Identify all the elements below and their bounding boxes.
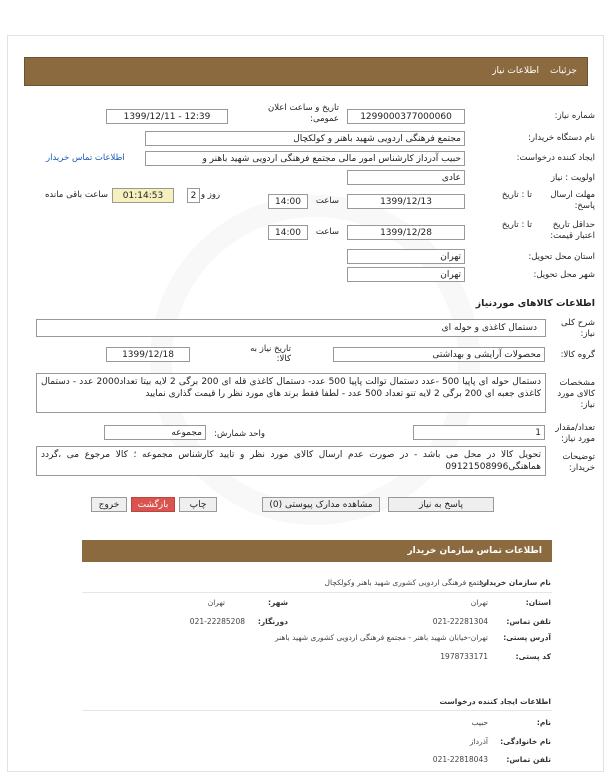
creator-family-label: نام خانوادگی: [500,737,551,746]
creator-field: حبیب آدرداز کارشناس امور مالی مجتمع فرهنگی اردویی شهید باهنر و [145,151,465,166]
creator-phone-label: تلفن تماس: [506,755,551,764]
contact-org-label: نام سازمان خریدار: [479,578,551,587]
deadline-hour-field: 14:00 [268,194,308,209]
qty-field: 1 [413,425,545,440]
validity-hour-label: ساعت [315,227,339,237]
contact-province-label: استان: [525,598,551,607]
notes-field: تحویل کالا در محل می باشد - در صورت عدم ارسال کالای مورد نظر و تایید کارشناس مجموعه ؛ کالا مرجوع می ،گردد هماهنگی09121508996 [36,446,546,476]
creator-phone: 021-22818043 [432,755,488,764]
deadline-label: مهلت ارسال پاسخ: [550,190,595,211]
validity-label: حداقل تاریخ اعتبار قیمت: [550,220,595,241]
remaining-days-label: روز و [201,190,221,200]
need-number-field: 1299000377000060 [347,109,465,124]
contact-phone: 021-22281304 [432,617,488,626]
province-label: استان محل تحویل: [528,252,595,262]
specs-field: دستمال حوله ای پاپیا 500 -عدد دستمال توالت پاپیا 500 عدد- دستمال کاغذی قله ای 200 برگی 2 لایه بیتا تعداد2000 عدد - دستمال کاغذی جعبه ای 200 برگی 2 لایه تنو تعداد 500 عدد - لطفا فقط برند های مورد نظر را قیمت گذاری نمایید [36,373,546,413]
city-label: شهر محل تحویل: [533,270,595,280]
announce-field: 1399/12/11 - 12:39 [106,109,228,124]
contact-city: تهران [207,598,225,607]
contact-phone-label: تلفن تماس: [506,617,551,626]
contact-postal-label: کد پستی: [515,652,551,661]
validity-hour-field: 14:00 [268,225,308,240]
breadcrumb-home[interactable]: جزئیات [550,66,577,76]
specs-label: مشخصات کالای مورد نیاز: [557,378,595,410]
buyer-org-field: مجتمع فرهنگی اردویی شهید باهنر و کولکچال [145,131,465,146]
creator-info-title: اطلاعات ایجاد کننده درخواست [439,697,551,706]
validity-to-date: تا : تاریخ [501,220,532,230]
exit-button[interactable]: خروج [91,497,127,512]
validity-date-field: 1399/12/28 [347,225,465,240]
deadline-hour-label: ساعت [315,196,339,206]
creator-label: ایجاد کننده درخواست: [516,153,595,163]
contact-fax-label: دورنگار: [257,617,288,626]
divider [82,592,552,593]
reply-button[interactable]: پاسخ به نیاز [388,497,494,512]
remaining-days-field: 2 [187,188,200,203]
unit-field: مجموعه [104,425,206,440]
breadcrumb-current: اطلاعات نیاز [492,66,539,76]
notes-label: توضیحات خریدار: [562,452,595,473]
back-button[interactable]: بازگشت [131,497,175,512]
city-field: تهران [347,267,465,282]
contact-address-label: آدرس پستی: [503,633,551,642]
attachments-button[interactable]: مشاهده مدارک پیوستی (0) [262,497,380,512]
group-field: محصولات آرایشی و بهداشتی [333,347,545,362]
qty-label: تعداد/مقدار مورد نیاز: [555,423,595,444]
deadline-to-date: تا : تاریخ [501,190,532,200]
creator-family: آذرداز [469,737,488,746]
contact-org: مجتمع فرهنگی اردویی کشوری شهید باهنر وکولکچال [324,578,488,587]
contact-province: تهران [470,598,488,607]
creator-name-label: نام: [536,718,551,727]
unit-label: واحد شمارش: [214,429,265,439]
buyer-org-label: نام دستگاه خریدار: [528,133,595,143]
province-field: تهران [347,249,465,264]
buyer-contact-link[interactable]: اطلاعات تماس خریدار [46,153,125,163]
contact-fax: 021-22285208 [189,617,245,626]
contact-city-label: شهر: [268,598,288,607]
title-bar [24,57,588,86]
need-date-field: 1399/12/18 [106,347,190,362]
need-number-label: شماره نیاز: [554,111,595,121]
priority-label: اولویت : نیاز [550,173,595,183]
contact-title: اطلاعات تماس سازمان خریدار [407,546,542,556]
goods-section-title: اطلاعات کالاهای موردنیاز [475,298,595,309]
remaining-time-label: ساعت باقی مانده [44,190,108,200]
need-date-label: تاریخ نیاز به کالا: [250,344,291,364]
contact-postal: 1978733171 [440,652,488,661]
summary-field: دستمال کاغذی و حوله ای [36,319,546,337]
remaining-time-field: 01:14:53 [112,188,174,203]
group-label: گروه کالا: [560,350,595,360]
divider [82,710,552,711]
announce-label: تاریخ و ساعت اعلان عمومی: [267,103,339,124]
contact-title-bar [82,540,552,562]
priority-field: عادی [347,170,465,185]
summary-label: شرح کلی نیاز: [561,318,595,339]
contact-address: تهران-خیابان شهید باهنر - مجتمع فرهنگی اردویی کشوری شهید باهنر [275,633,488,642]
print-button[interactable]: چاپ [179,497,217,512]
deadline-date-field: 1399/12/13 [347,194,465,209]
creator-name: حبیب [471,718,488,727]
